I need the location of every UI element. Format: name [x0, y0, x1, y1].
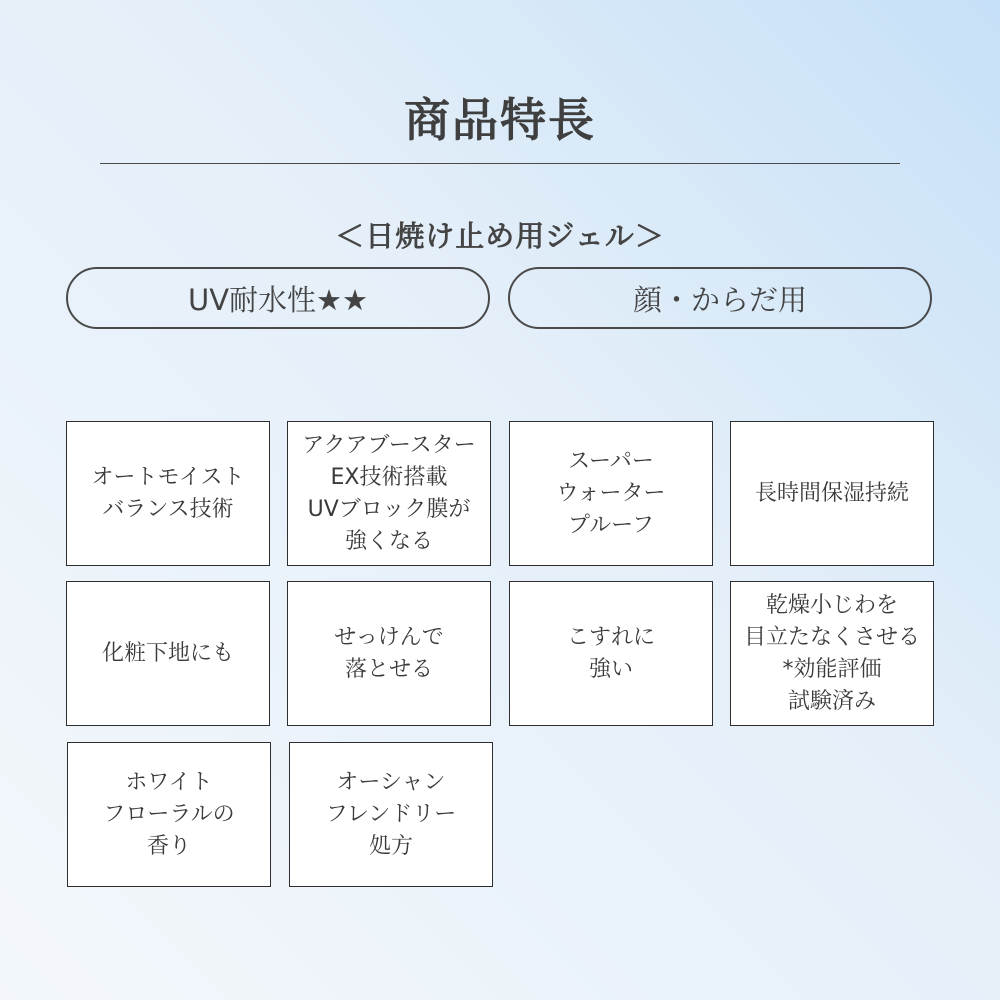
uv-water-resistance-label: UV耐水性★★ [187, 282, 369, 317]
feature-card-text: アクアブースター EX技術搭載 UVブロック膜が 強くなる [302, 432, 476, 554]
feature-card-text: オーシャン フレンドリー 処方 [325, 769, 457, 859]
product-type-subtitle: ＜日焼け止め用ジェル＞ [335, 219, 665, 253]
feature-card-super-waterproof [509, 421, 713, 566]
uv-water-resistance-badge [66, 267, 490, 329]
feature-card-wrinkle-care [730, 581, 934, 726]
feature-card-text: 長時間保湿持続 [754, 480, 909, 506]
feature-card-text: 化粧下地にも [101, 640, 234, 666]
feature-card-ocean-friendly [289, 742, 493, 887]
feature-card-text: ホワイト フローラルの 香り [103, 769, 235, 859]
feature-card-makeup-base [66, 581, 270, 726]
usage-area-badge [508, 267, 932, 329]
feature-card-aqua-booster [287, 421, 491, 566]
feature-card-auto-moist [66, 421, 270, 566]
feature-card-text: オートモイスト バランス技術 [91, 464, 245, 522]
page-title: 商品特長 [404, 93, 596, 147]
usage-area-label: 顔・からだ用 [632, 282, 807, 317]
feature-card-text: 乾燥小じわを 目立たなくさせる *効能評価 試験済み [743, 592, 920, 714]
feature-card-soap-removable [287, 581, 491, 726]
feature-card-text: こすれに 強い [566, 624, 655, 682]
feature-card-text: せっけんで 落とせる [334, 624, 444, 682]
feature-card-text: スーパー ウォーター プルーフ [556, 448, 666, 538]
feature-card-rub-resistant [509, 581, 713, 726]
feature-card-long-moisture [730, 421, 934, 566]
title-divider [100, 163, 900, 164]
feature-card-white-floral-scent [67, 742, 271, 887]
